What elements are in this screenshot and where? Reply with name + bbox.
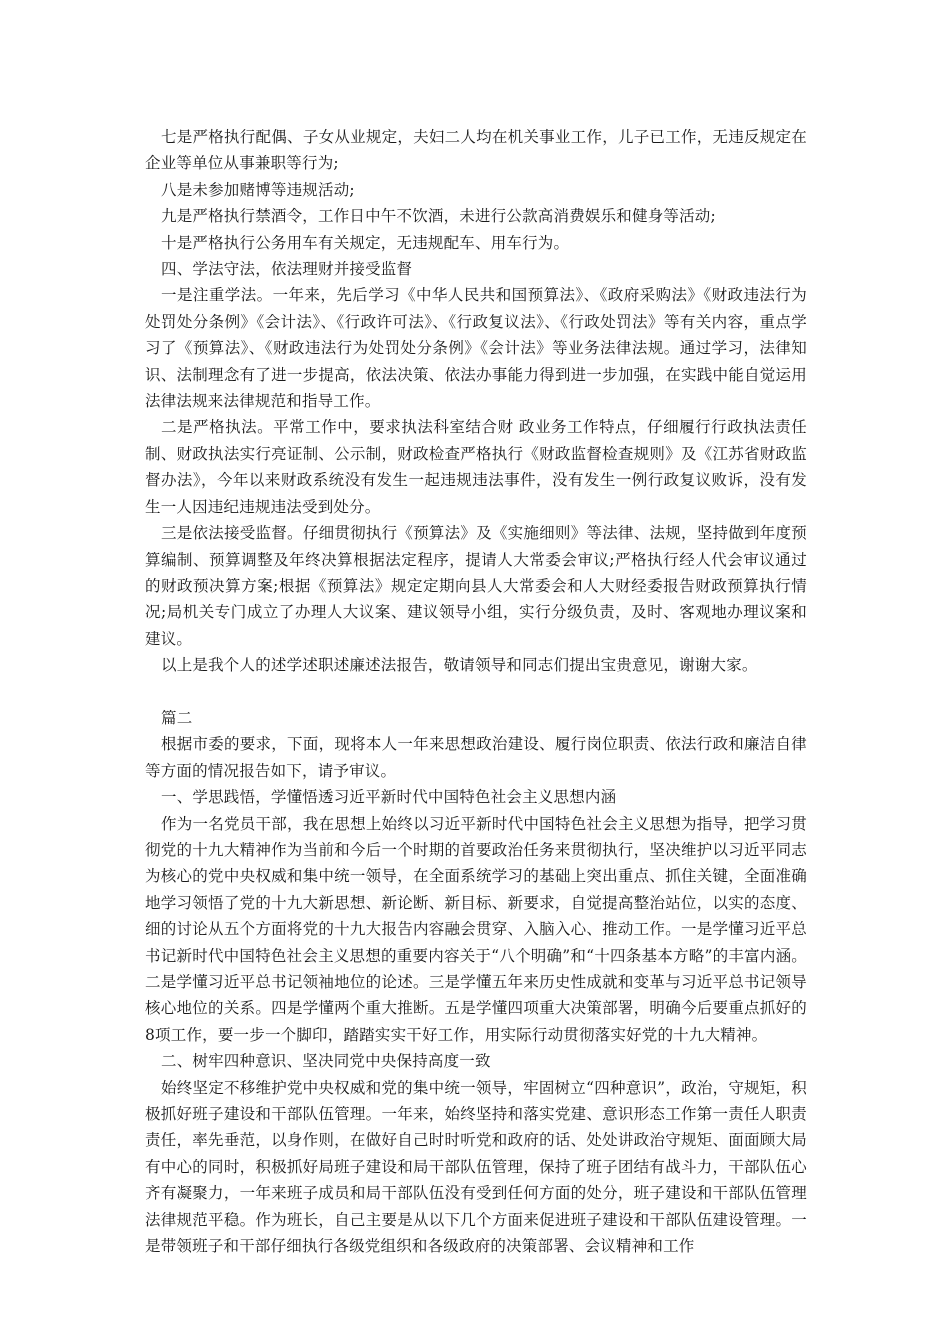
paragraph: 始终坚定不移维护党中央权威和党的集中统一领导，牢固树立“四种意识”，政治，守规矩，积极抓好班子建设和干部队伍管理。一年来，始终坚持和落实党建、意识形态工作第一责任人职责责任，率先垂范，以身作则，在做好自己时时听党和政府的话、处处讲政治守规矩、面面顾大局有中心的同时，积极抓好局班子建设和局干部队伍管理，保持了班子团结有战斗力，干部队伍心齐有凝聚力，一年来班子成员和局干部队伍没有受到任何方面的处分，班子建设和干部队伍管理法律规范平稳。作为班长，自己主要是从以下几个方面来促进班子建设和干部队伍建设管理。一是带领班子和干部仔细执行各级党组织和各级政府的决策部署、会议精神和工作 [145,1078,807,1256]
paragraph: 三是依法接受监督。仔细贯彻执行《预算法》及《实施细则》等法律、法规，坚持做到年度预算编制、预算调整及年终决算根据法定程序，提请人大常委会审议;严格执行经人代会审议通过的财政预决算方案;根据《预算法》规定定期向县人大常委会和人大财经委报告财政预算执行情况;局机关专门成立了办理人大议案、建议领导小组，实行分级负责，及时、客观地办理议案和建议。 [145,524,807,648]
paragraph: 二是严格执法。平常工作中，要求执法科室结合财 政业务工作特点，仔细履行行政执法责任制、财政执法实行亮证制、公示制，财政检查严格执行《财政监督检查规则》及《江苏省财政监督办法》，今年以来财政系统没有发生一起违规违法事件，没有发生一例行政复议败诉，没有发生一人因违纪违规违法受到处分。 [145,418,807,516]
blank-line [145,679,807,705]
paragraph: 根据市委的要求，下面，现将本人一年来思想政治建设、履行岗位职责、依法行政和廉洁自律等方面的情况报告如下，请予审议。 [145,735,807,780]
paragraph: 一是注重学法。一年来，先后学习《中华人民共和国预算法》、《政府采购法》《财政违法行为处罚处分条例》《会计法》、《行政许可法》、《行政复议法》、《行政处罚法》等有关内容，重点学习了《预算法》、《财政违法行为处罚处分条例》《会计法》等业务法律法规。通过学习，法律知识、法制理念有了进一步提高，依法决策、依法办事能力得到进一步加强，在实践中能自觉运用法律法规来法律规范和指导工作。 [145,286,807,411]
paragraph: 七是严格执行配偶、子女从业规定，夫妇二人均在机关事业工作，儿子已工作，无违反规定在企业等单位从事兼职等行为; [145,128,807,173]
paragraph: 以上是我个人的述学述职述廉述法报告，敬请领导和同志们提出宝贵意见，谢谢大家。 [161,656,758,675]
paragraph: 九是严格执行禁酒令，工作日中午不饮酒，未进行公款高消费娱乐和健身等活动; [161,207,716,226]
section-heading: 二、树牢四种意识、坚决同党中央保持高度一致 [161,1052,491,1071]
paragraph: 作为一名党员干部，我在思想上始终以习近平新时代中国特色社会主义思想为指导，把学习贯彻党的十九大精神作为当前和今后一个时期的首要政治任务来贯彻执行，坚决维护以习近平同志为核心的党中央权威和集中统一领导，在全面系统学习的基础上突出重点、抓住关键，全面准确地学习领悟了党的十九大新思想、新论断、新目标、新要求，自觉提高整治站位，以实的态度、细的讨论从五个方面将党的十九大报告内容融会贯穿、入脑入心、推动工作。一是学懂习近平总书记新时代中国特色社会主义思想的重要内容关于“八个明确”和“十四条基本方略”的丰富内涵。二是学懂习近平总书记领袖地位的论述。三是学懂五年来历史性成就和变革与习近平总书记领导核心地位的关系。四是学懂两个重大推断。五是学懂四项重大决策部署，明确今后要重点抓好的8项工作，要一步一个脚印，踏踏实实干好工作，用实际行动贯彻落实好党的十九大精神。 [145,814,807,1044]
section-heading: 一、学思践悟，学懂悟透习近平新时代中国特色社会主义思想内涵 [161,788,617,807]
section-heading: 四、学法守法，依法理财并接受监督 [161,260,413,279]
paragraph: 八是未参加赌博等违规活动; [161,180,355,199]
paragraph: 十是严格执行公务用车有关规定，无违规配车、用车行为。 [161,233,570,252]
part-title: 篇二 [161,708,193,727]
document-body [145,124,807,1259]
